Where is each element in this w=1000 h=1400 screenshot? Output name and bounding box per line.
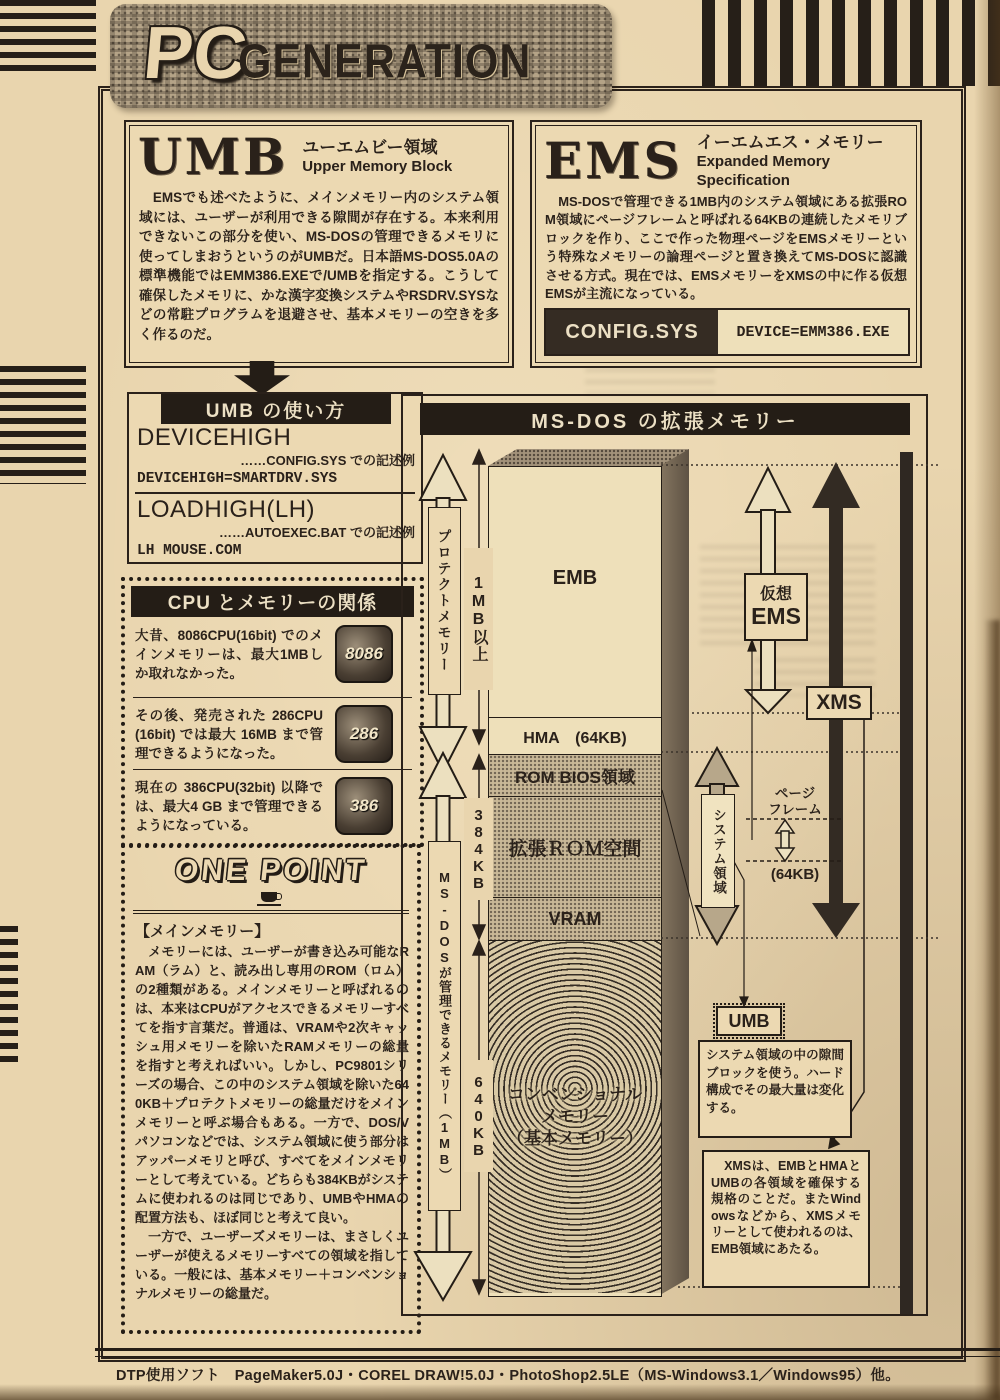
usage-note: ……CONFIG.SYS での記述例 <box>240 453 415 468</box>
umb-usage-title: UMB の使い方 <box>161 394 391 424</box>
ems-subtitle-en: Expanded Memory Specification <box>696 153 830 189</box>
segment-conventional-line3: （基本メモリー） <box>507 1129 643 1148</box>
virtual-ems-label <box>744 573 808 641</box>
above-1mb-label: 1MB以上 <box>464 548 493 690</box>
config-sys-label: CONFIG.SYS <box>546 310 718 354</box>
footer-rule <box>95 1348 1000 1351</box>
memory-diagram-title: MS-DOS の拡張メモリー <box>420 403 910 435</box>
ems-article-title: EMS <box>544 131 683 191</box>
ems-article-body: MS-DOSで管理できる1MB内のシステム領域にある拡張ROM領域にページフレームと呼ばれる64KBの連続したメモリブロックを作り、ここで作った物理ページをEMSメモリーという特殊なメモリーの論理ページと置き換えてMS-DOSに認識させる方式。現在では、EMSメモリーをXMSの中に作る仮想EMSが主流になっている。 <box>545 193 907 302</box>
segment-emb: EMB <box>489 467 661 717</box>
cpu-chip-386-icon: 386 <box>335 777 393 835</box>
page-frame-arrow <box>776 820 794 861</box>
cpu-memory-title: CPU とメモリーの関係 <box>131 586 414 617</box>
virtual-ems-line1: 仮想 <box>759 586 792 603</box>
segment-hma: HMA (64KB) <box>489 717 661 754</box>
projection-line <box>662 790 700 936</box>
xms-label: XMS <box>806 686 872 720</box>
cpu-row-text: 現在の 386CPU(32bit) 以降では、最大4 GB まで管理できるようになっている。 <box>135 779 323 833</box>
usage-command: LOADHIGH(LH) <box>137 496 316 523</box>
page-frame-line1: ページ <box>774 786 816 801</box>
umb-label: UMB <box>716 1006 782 1036</box>
one-point-logo: ONE POINT <box>173 854 369 887</box>
masthead-generation-text: GENERATION <box>238 35 532 89</box>
page-frame-line2: フレーム <box>768 802 822 817</box>
usage-example: LH MOUSE.COM <box>137 543 242 559</box>
config-sys-value: DEVICE=EMM386.EXE <box>718 310 908 354</box>
ems-subtitle-ja: イーエムエス・メモリー <box>696 133 884 152</box>
page-frame-size-label: (64KB) <box>770 866 820 883</box>
umb-subtitle-en: Upper Memory Block <box>302 158 453 176</box>
umb-subtitle-ja: ユーエムビー領域 <box>302 138 438 157</box>
umb-article-body: EMSでも述べたように、メインメモリー内のシステム領域には、ユーザーが利用できる隙間が存在する。本来利用できないこの部分を使い、MS-DOSの管理できるメモリに使ってしまおうというのがUMBだ。日本語MS-DOS5.0Aの標準機能ではEMM386.EXEで/UMBを指定する。こうして確保したメモリに、かな漢字変換システムやRSDRV.SYSなどの常駐プログラムを退避させ、基本メモリーの空きを多く作るのだ。 <box>139 190 499 342</box>
footer-rule <box>95 1356 1000 1357</box>
one-point-heading: 【メインメモリー】 <box>135 923 270 940</box>
umb-note: システム領域の中の隙間ブロックを使う。ハード構成でその最大量は変化する。 <box>698 1040 852 1138</box>
msdos-managed-label: MS-DOSが管理できるメモリー（1MB） <box>428 841 461 1211</box>
masthead-pc-text: PC <box>140 11 251 94</box>
usage-note: ……AUTOEXEC.BAT での記述例 <box>219 525 415 540</box>
one-point-para1: メモリーには、ユーザーが書き込み可能なRAM（ラム）と、読み出し専用のROM（ロム）の2種類がある。メインメモリーと呼ばれるのは、本来はCPUがアクセスできるメモリーすべてを指す言葉だ。普通は、VRAMや2次キャッシュ用メモリーを除いたRAMメモリーの総量を指すと考えればいい。しかし、PC9801シリーズの場合、この中のシステム領域を除いた640KB＋プロテクトメモリーの総量だけをメインメモリーと呼ぶ場合もある。一方で、DOS/Vパソコンなどでは、システム領域に使う部分はアッパーメモリと呼び、すべてをメインメモリーとして考えている。どちらも384KBがシステムに使われるのは同じであり、UMBやHMAの配置方法も、ほぼ同じと考えて良い。 <box>135 944 409 1225</box>
segment-conventional-line1: コンベンショナル <box>507 1085 643 1104</box>
one-point-para2: 一方で、ユーザーズメモリーは、まさしくユーザーが使えるメモリーすべての領域を指している。一般には、基本メモリー＋コンベンショナルメモリーの総量だ。 <box>135 1229 409 1301</box>
cpu-row-text: 大昔、8086CPU(16bit) でのメインメモリーは、最大1MBしか取れなかった。 <box>135 627 323 681</box>
virtual-ems-line2: EMS <box>751 603 801 629</box>
cpu-chip-286-icon: 286 <box>335 705 393 763</box>
span-640kb-label: 640KB <box>464 1060 493 1172</box>
usage-example: DEVICEHIGH=SMARTDRV.SYS <box>137 471 338 487</box>
system-area-label: システム領域 <box>701 794 735 908</box>
cpu-chip-8086-icon: 8086 <box>335 625 393 683</box>
cpu-row-text: その後、発売された 286CPU(16bit) では最大 16MB まで管理できるようになった。 <box>135 707 323 761</box>
umb-article-title: UMB <box>138 127 289 186</box>
page-frame-dashes <box>746 819 842 861</box>
xms-note: XMSは、EMBとHMAとUMBの各領域を確保する規格のことだ。またWindowsなどから、XMSメモリーとして使われるのは、EMB領域にあたる。 <box>702 1150 870 1288</box>
page-frame-label <box>748 786 842 818</box>
segment-vram: VRAM <box>489 897 661 940</box>
heavy-right-rule <box>900 452 913 1314</box>
segment-conventional-line2: メモリー <box>541 1107 609 1126</box>
usage-command: DEVICEHIGH <box>137 424 292 451</box>
protect-memory-label: プロテクトメモリー <box>428 507 461 695</box>
segment-ext-rom: 拡張ＲＯＭ空間 <box>489 796 661 897</box>
footer-credits: DTP使用ソフト PageMaker5.0J・COREL DRAW!5.0J・PhotoShop2.5LE（MS-Windows3.1／Windows95）他。 <box>116 1368 901 1384</box>
segment-rom-bios: ROM BIOS領域 <box>489 754 661 796</box>
span-384kb-label: 384KB <box>464 798 493 900</box>
